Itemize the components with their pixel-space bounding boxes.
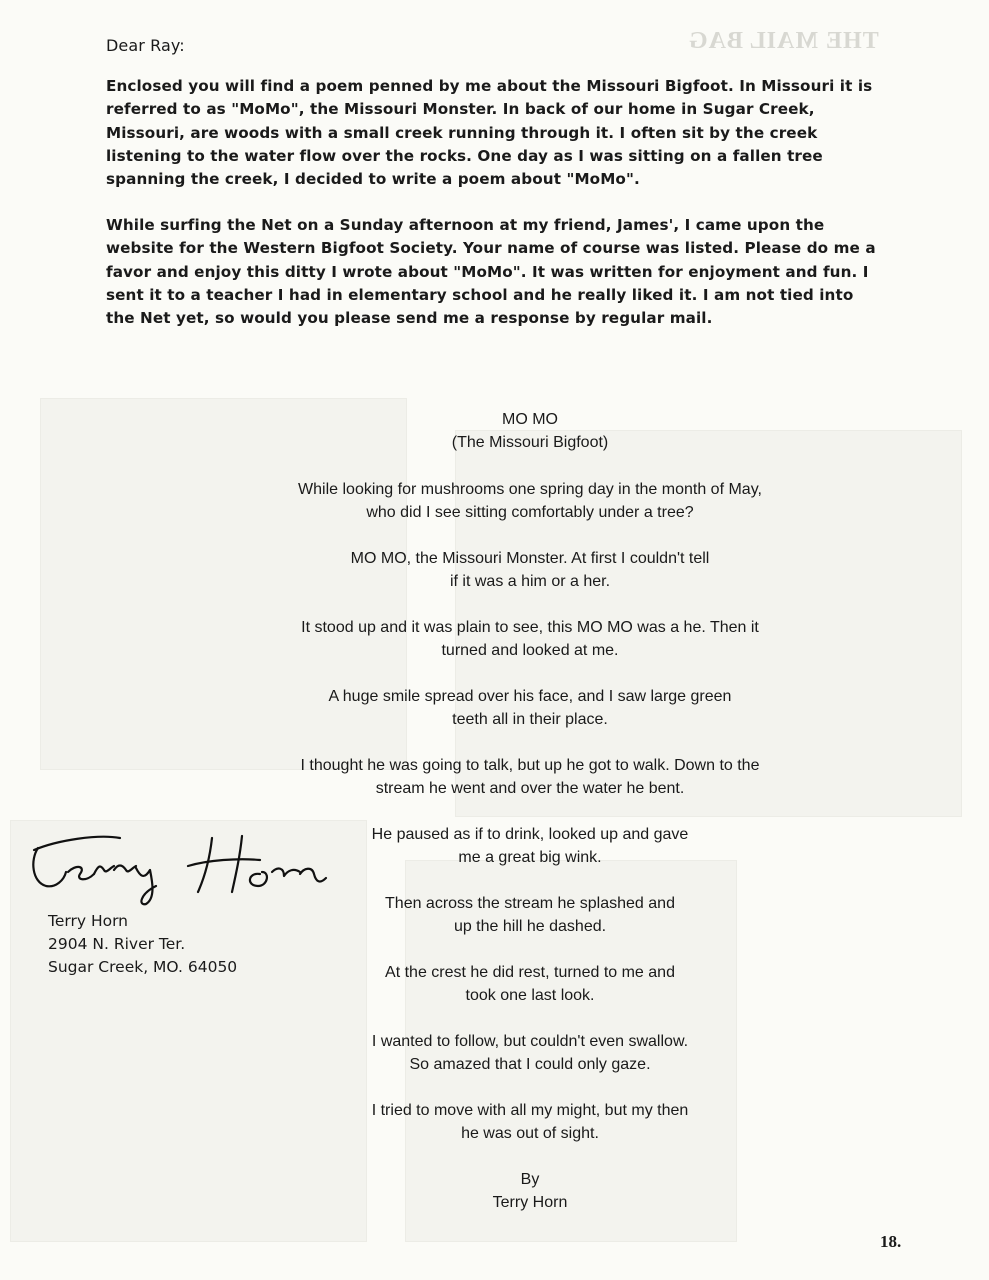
poem-author: Terry Horn <box>492 1194 568 1211</box>
poem-line: It stood up and it was plain to see, this MO MO was a he. Then it <box>301 619 759 636</box>
poem-line: While looking for mushrooms one spring day in the month of May, <box>298 481 762 498</box>
poem-stanza <box>240 1099 820 1145</box>
poem-stanza <box>240 961 820 1007</box>
poem-line: stream he went and over the water he bent. <box>375 780 685 797</box>
page-number: 18. <box>880 1232 902 1251</box>
letter-body <box>106 34 886 353</box>
poem-line: he was out of sight. <box>461 1125 599 1142</box>
letter-paragraph: While surfing the Net on a Sunday afternoon at my friend, James', I came upon the website for the Western Bigfoot Society. Your name of course was listed. Please do me a favor and enjoy this ditty I wrote about "MoMo". It was written for enjoyment and fun. I sent it to a teacher I had in elementary school and he really liked it. I am not tied into the Net yet, so would you please send me a response by regular mail. <box>106 216 876 328</box>
poem-stanza <box>240 754 820 800</box>
poem-line: He paused as if to drink, looked up and gave <box>371 826 689 843</box>
poem-line: MO MO, the Missouri Monster. At first I couldn't tell <box>350 550 710 567</box>
poem-line: me a great big wink. <box>458 849 602 866</box>
sender-city: Sugar Creek, MO. 64050 <box>48 958 238 976</box>
poem-line: Then across the stream he splashed and <box>385 895 675 912</box>
poem-line: turned and looked at me. <box>441 642 619 659</box>
poem-line: teeth all in their place. <box>452 711 608 728</box>
poem <box>240 408 820 1214</box>
sender-name: Terry Horn <box>48 912 129 930</box>
poem-line: At the crest he did rest, turned to me and <box>385 964 675 981</box>
poem-line: took one last look. <box>465 987 595 1004</box>
handwritten-signature <box>28 820 328 910</box>
poem-line: So amazed that I could only gaze. <box>409 1056 651 1073</box>
poem-title: MO MO <box>502 411 558 428</box>
poem-line: I tried to move with all my might, but my then <box>371 1102 689 1119</box>
salutation: Dear Ray: <box>106 36 185 55</box>
sender-address <box>48 910 237 979</box>
poem-stanza <box>240 685 820 731</box>
sender-street: 2904 N. River Ter. <box>48 935 186 953</box>
poem-stanza <box>240 616 820 662</box>
poem-stanza <box>240 478 820 524</box>
poem-line: if it was a him or a her. <box>449 573 611 590</box>
letter-paragraph: Enclosed you will find a poem penned by me about the Missouri Bigfoot. In Missouri it is referred to as "MoMo", the Missouri Monster. In back of our home in Sugar Creek, Missouri, are woods with a small creek running through it. I often sit by the creek listening to the water flow over the rocks. One day as I was sitting on a fallen tree spanning the creek, I decided to write a poem about "MoMo". <box>106 77 873 189</box>
poem-line: who did I see sitting comfortably under a tree? <box>366 504 694 521</box>
bleed-through-title: THE MAIL BAG <box>688 28 879 54</box>
poem-subtitle: (The Missouri Bigfoot) <box>451 434 609 451</box>
poem-stanza <box>240 547 820 593</box>
poem-line: A huge smile spread over his face, and I saw large green <box>328 688 732 705</box>
poem-line: I wanted to follow, but couldn't even swallow. <box>371 1033 689 1050</box>
poem-stanza <box>240 1030 820 1076</box>
poem-line: I thought he was going to talk, but up he got to walk. Down to the <box>300 757 760 774</box>
poem-line: up the hill he dashed. <box>453 918 607 935</box>
poem-byline: By <box>520 1171 540 1188</box>
